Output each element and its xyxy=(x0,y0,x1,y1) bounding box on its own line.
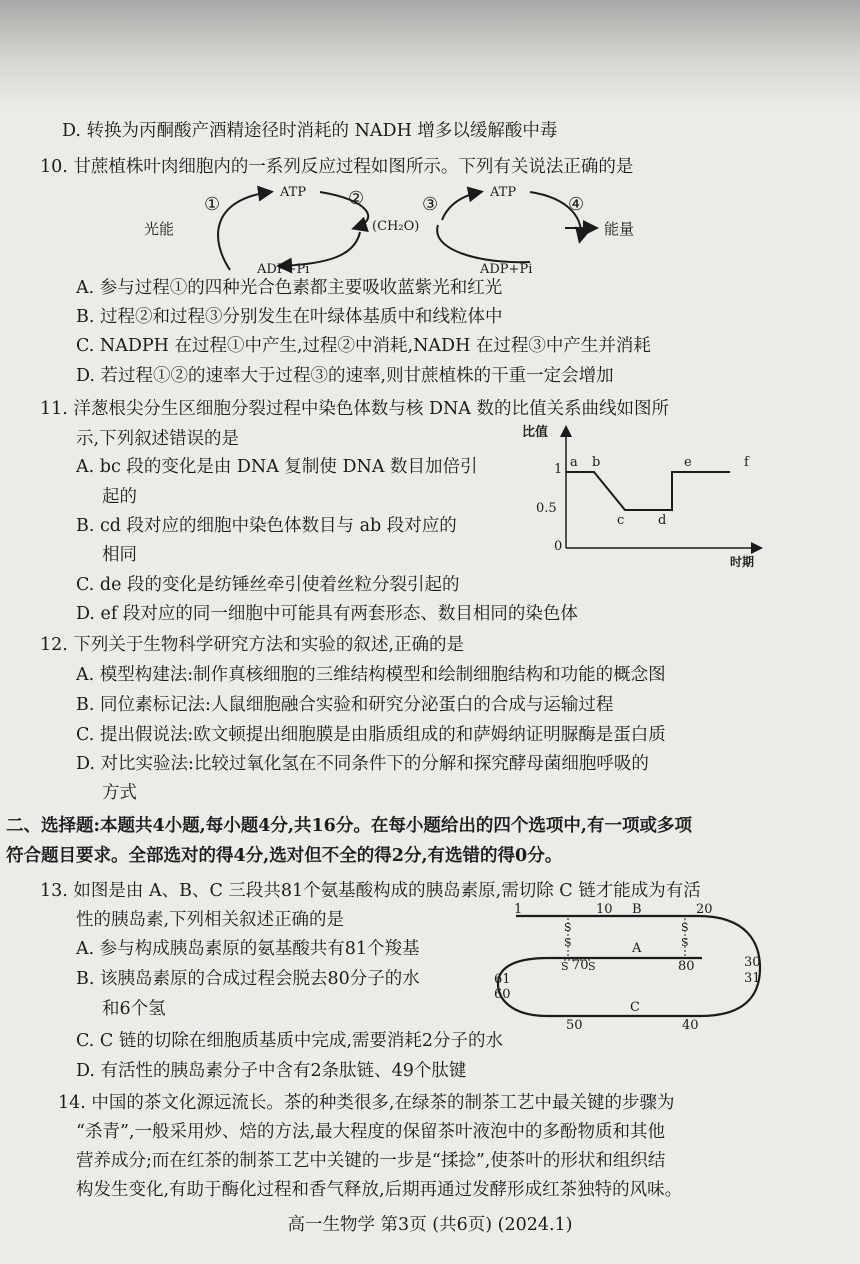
cycle1-upper-arc xyxy=(218,192,270,270)
light-energy-label: 光能 xyxy=(144,220,175,238)
cycle2-left-arc xyxy=(442,192,480,220)
residue-50: 50 xyxy=(566,1018,583,1033)
q12-option-b: B. 同位素标记法:人鼠细胞融合实验和研究分泌蛋白的合成与运输过程 xyxy=(76,695,614,715)
q14-line4: 构发生变化,有助于酶化过程和香气释放,后期再通过发酵形成红茶独特的风味。 xyxy=(76,1180,683,1200)
q10-option-c: C. NADPH 在过程①中产生,过程②中消耗,NADH 在过程③中产生并消耗 xyxy=(76,336,651,356)
sulfur-6: S xyxy=(588,960,596,973)
sulfur-1: S xyxy=(564,921,572,934)
chain-b-label: B xyxy=(632,902,642,917)
cycle2-upper-arc xyxy=(437,225,530,262)
section2-heading-line1: 二、选择题:本题共4小题,每小题4分,共16分。在每小题给出的四个选项中,有一项或多项 xyxy=(6,816,692,836)
residue-31: 31 xyxy=(744,971,761,986)
q13-stem-line1: 13. 如图是由 A、B、C 三段共81个氨基酸构成的胰岛素原,需切除 C 链才能成为有活 xyxy=(40,881,701,901)
q10-option-d: D. 若过程①②的速率大于过程③的速率,则甘蔗植株的干重一定会增加 xyxy=(76,366,614,386)
y-axis-label: 比值 xyxy=(522,425,549,440)
process-3-marker: ③ xyxy=(422,194,439,215)
x-axis-label: 时期 xyxy=(730,555,755,569)
ch2o-label: (CH₂O) xyxy=(372,219,420,234)
sulfur-2: S xyxy=(564,936,572,949)
q9-option-d: D. 转换为丙酮酸产酒精途径时消耗的 NADH 增多以缓解酸中毒 xyxy=(62,121,558,141)
q12-stem: 12. 下列关于生物科学研究方法和实验的叙述,正确的是 xyxy=(40,635,464,655)
point-label-a: a xyxy=(570,455,578,470)
q11-option-b-line1: B. cd 段对应的细胞中染色体数目与 ab 段对应的 xyxy=(76,516,457,536)
point-label-d: d xyxy=(658,513,667,528)
residue-61: 61 xyxy=(494,972,511,987)
q10-option-a: A. 参与过程①的四种光合色素都主要吸收蓝紫光和红光 xyxy=(76,278,503,298)
q14-line1: 14. 中国的茶文化源远流长。茶的种类很多,在绿茶的制茶工艺中最关键的步骤为 xyxy=(58,1093,675,1113)
q11-stem-line2: 示,下列叙述错误的是 xyxy=(76,429,240,449)
adp-label-1: ADP+Pi xyxy=(257,262,310,277)
residue-30: 30 xyxy=(744,955,761,970)
atp-label-2: ATP xyxy=(490,185,517,200)
q13-option-d: D. 有活性的胰岛素分子中含有2条肽链、49个肽键 xyxy=(76,1061,467,1081)
q13-option-a: A. 参与构成胰岛素原的氨基酸共有81个羧基 xyxy=(76,939,420,959)
q14-line3: 营养成分;而在红茶的制茶工艺中关键的一步是“揉捻”,使茶叶的形状和组织结 xyxy=(76,1151,666,1171)
point-label-e: e xyxy=(684,455,692,470)
q13-option-c: C. C 链的切除在细胞质基质中完成,需要消耗2分子的水 xyxy=(76,1031,504,1051)
section2-heading-line2: 符合题目要求。全部选对的得4分,选对但不全的得2分,有选错的得0分。 xyxy=(6,846,563,866)
point-label-c: c xyxy=(617,513,625,528)
residue-1: 1 xyxy=(514,902,523,917)
q12-option-d-line1: D. 对比实验法:比较过氧化氢在不同条件下的分解和探究酵母菌细胞呼吸的 xyxy=(76,754,649,774)
process-2-marker: ② xyxy=(348,188,365,209)
page-footer: 高一生物学 第3页 (共6页) (2024.1) xyxy=(287,1215,573,1235)
y-tick-1: 1 xyxy=(554,462,563,477)
q10-option-b: B. 过程②和过程③分别发生在叶绿体基质中和线粒体中 xyxy=(76,307,503,327)
q13-proinsulin-diagram xyxy=(492,898,772,1033)
q11-option-a-line1: A. bc 段的变化是由 DNA 复制使 DNA 数目加倍引 xyxy=(76,457,478,477)
y-tick-0: 0 xyxy=(554,539,563,554)
residue-60: 60 xyxy=(494,987,511,1002)
sulfur-3: S xyxy=(681,921,689,934)
residue-20: 20 xyxy=(696,902,713,917)
process-1-marker: ① xyxy=(204,194,221,215)
residue-80: 80 xyxy=(678,959,695,974)
q13-option-b-line1: B. 该胰岛素原的合成过程会脱去80分子的水 xyxy=(76,969,420,989)
q14-line2: “杀青”,一般采用炒、焙的方法,最大程度的保留茶叶液泡中的多酚物质和其他 xyxy=(76,1122,666,1142)
q11-option-d: D. ef 段对应的同一细胞中可能具有两套形态、数目相同的染色体 xyxy=(76,604,578,624)
q11-option-c: C. de 段的变化是纺锤丝牵引使着丝粒分裂引起的 xyxy=(76,575,460,595)
residue-10: 10 xyxy=(596,902,613,917)
sulfur-5: S xyxy=(561,960,569,973)
q12-option-c: C. 提出假说法:欧文顿提出细胞膜是由脂质组成的和萨姆纳证明脲酶是蛋白质 xyxy=(76,725,666,745)
process-4-marker: ④ xyxy=(568,194,585,215)
residue-40: 40 xyxy=(682,1018,699,1033)
q12-option-d-line2: 方式 xyxy=(102,783,137,803)
residue-70: 70 xyxy=(572,958,589,973)
chain-a-label: A xyxy=(632,941,642,956)
q10-reaction-diagram xyxy=(130,180,650,280)
q11-stem-line1: 11. 洋葱根尖分生区细胞分裂过程中染色体数与核 DNA 数的比值关系曲线如图所 xyxy=(40,399,669,419)
q11-option-b-line2: 相同 xyxy=(102,545,137,565)
q13-option-b-line2: 和6个氢 xyxy=(102,999,166,1019)
point-label-f: f xyxy=(744,455,749,470)
adp-label-2: ADP+Pi xyxy=(480,262,533,277)
q11-ratio-chart xyxy=(520,420,770,570)
scan-shadow xyxy=(0,0,860,110)
q13-stem-line2: 性的胰岛素,下列相关叙述正确的是 xyxy=(76,910,345,930)
q10-stem: 10. 甘蔗植株叶肉细胞内的一系列反应过程如图所示。下列有关说法正确的是 xyxy=(40,157,634,177)
chain-c-label: C xyxy=(630,1000,640,1015)
point-label-b: b xyxy=(592,455,601,470)
ratio-curve xyxy=(566,472,730,510)
y-tick-0.5: 0.5 xyxy=(536,501,557,516)
q12-option-a: A. 模型构建法:制作真核细胞的三维结构模型和绘制细胞结构和功能的概念图 xyxy=(76,665,666,685)
sulfur-4: S xyxy=(681,936,689,949)
q11-option-a-line2: 起的 xyxy=(102,487,137,507)
cycle1-return-arc xyxy=(280,232,360,266)
energy-label: 能量 xyxy=(604,220,635,238)
atp-label-1: ATP xyxy=(280,185,307,200)
